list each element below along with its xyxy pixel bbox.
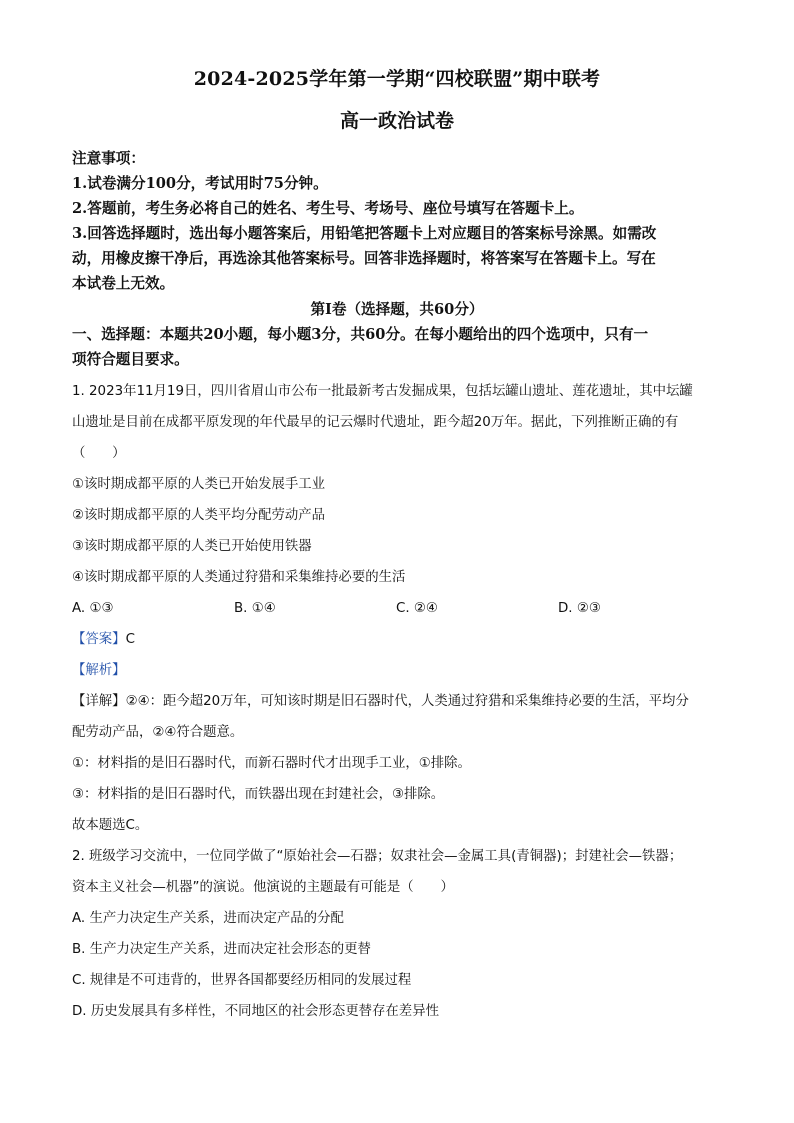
question-stem: （ ）: [72, 446, 126, 461]
question-stem: 2. 班级学习交流中，一位同学做了“原始社会—石器；奴隶社会—金属工具(青铜器)；封建社会—铁器；: [72, 849, 683, 864]
section-instruction: 项符合题目要求。: [72, 351, 189, 368]
notice-item: 1.试卷满分100分，考试用时75分钟。: [72, 175, 328, 192]
notice-item: 动，用橡皮擦干净后，再选涂其他答案标号。回答非选择题时，将答案写在答题卡上。写在: [72, 250, 656, 267]
detail-text: ②④：距今超20万年，可知该时期是旧石器时代，人类通过狩猎和采集维持必要的生活，平均分: [125, 694, 689, 709]
answer-tag: 【答案】: [72, 632, 126, 647]
option-a: A. 生产力决定生产关系，进而决定产品的分配: [72, 911, 344, 926]
section-instruction: 一、选择题：本题共20小题，每小题3分，共60分。在每小题给出的四个选项中，只有一: [72, 326, 649, 343]
exam-title: 2024-2025学年第一学期“四校联盟”期中联考: [193, 68, 601, 90]
question-2: [72, 841, 722, 1027]
section-heading: 第Ⅰ卷（选择题，共60分）: [310, 301, 484, 318]
statement: ①该时期成都平原的人类已开始发展手工业: [72, 477, 326, 492]
exclusion-line: ③：材料指的是旧石器时代，而铁器出现在封建社会，③排除。: [72, 787, 445, 802]
notice-heading: 注意事项：: [72, 150, 145, 167]
detail-tag: 【详解】: [72, 694, 126, 709]
conclusion-line: 故本题选C。: [72, 818, 149, 833]
exam-subtitle: 高一政治试卷: [339, 110, 454, 132]
option-d: D. ②③: [558, 601, 601, 616]
option-c: C. ②④: [396, 601, 438, 616]
answer-value: C: [125, 632, 135, 647]
notice-block: [72, 146, 722, 296]
answer-line: [72, 624, 722, 655]
notice-item: 3.回答选择题时，选出每小题答案后，用铅笔把答题卡上对应题目的答案标号涂黑。如需改: [72, 225, 657, 242]
exclusion-line: ①：材料指的是旧石器时代，而新石器时代才出现手工业，①排除。: [72, 756, 471, 771]
statement: ②该时期成都平原的人类平均分配劳动产品: [72, 508, 326, 523]
detail-text: 配劳动产品，②④符合题意。: [72, 725, 244, 740]
detail-line: [72, 686, 722, 717]
analysis-tag: 【解析】: [72, 663, 126, 678]
option-row: [72, 593, 722, 624]
notice-item: 2.答题前，考生务必将自己的姓名、考生号、考场号、座位号填写在答题卡上。: [72, 200, 584, 217]
option-a: A. ①③: [72, 601, 114, 616]
option-b: B. ①④: [234, 601, 276, 616]
question-1: [72, 376, 722, 841]
option-c: C. 规律是不可违背的，世界各国都要经历相同的发展过程: [72, 973, 412, 988]
notice-item: 本试卷上无效。: [72, 275, 175, 292]
option-b: B. 生产力决定生产关系，进而决定社会形态的更替: [72, 942, 371, 957]
question-stem: 资本主义社会—机器”的演说。他演说的主题最有可能是（ ）: [72, 880, 454, 895]
statement: ③该时期成都平原的人类已开始使用铁器: [72, 539, 312, 554]
question-stem: 山遗址是目前在成都平原发现的年代最早的记云爆时代遗址，距今超20万年。据此，下列推断正确的有: [72, 415, 679, 430]
question-stem: 1. 2023年11月19日，四川省眉山市公布一批最新考古发掘成果，包括坛罐山遗址、莲花遗址，其中坛罐: [72, 384, 693, 399]
analysis-line: [72, 655, 722, 686]
statement: ④该时期成都平原的人类通过狩猎和采集维持必要的生活: [72, 570, 406, 585]
option-d: D. 历史发展具有多样性，不同地区的社会形态更替存在差异性: [72, 1004, 439, 1019]
